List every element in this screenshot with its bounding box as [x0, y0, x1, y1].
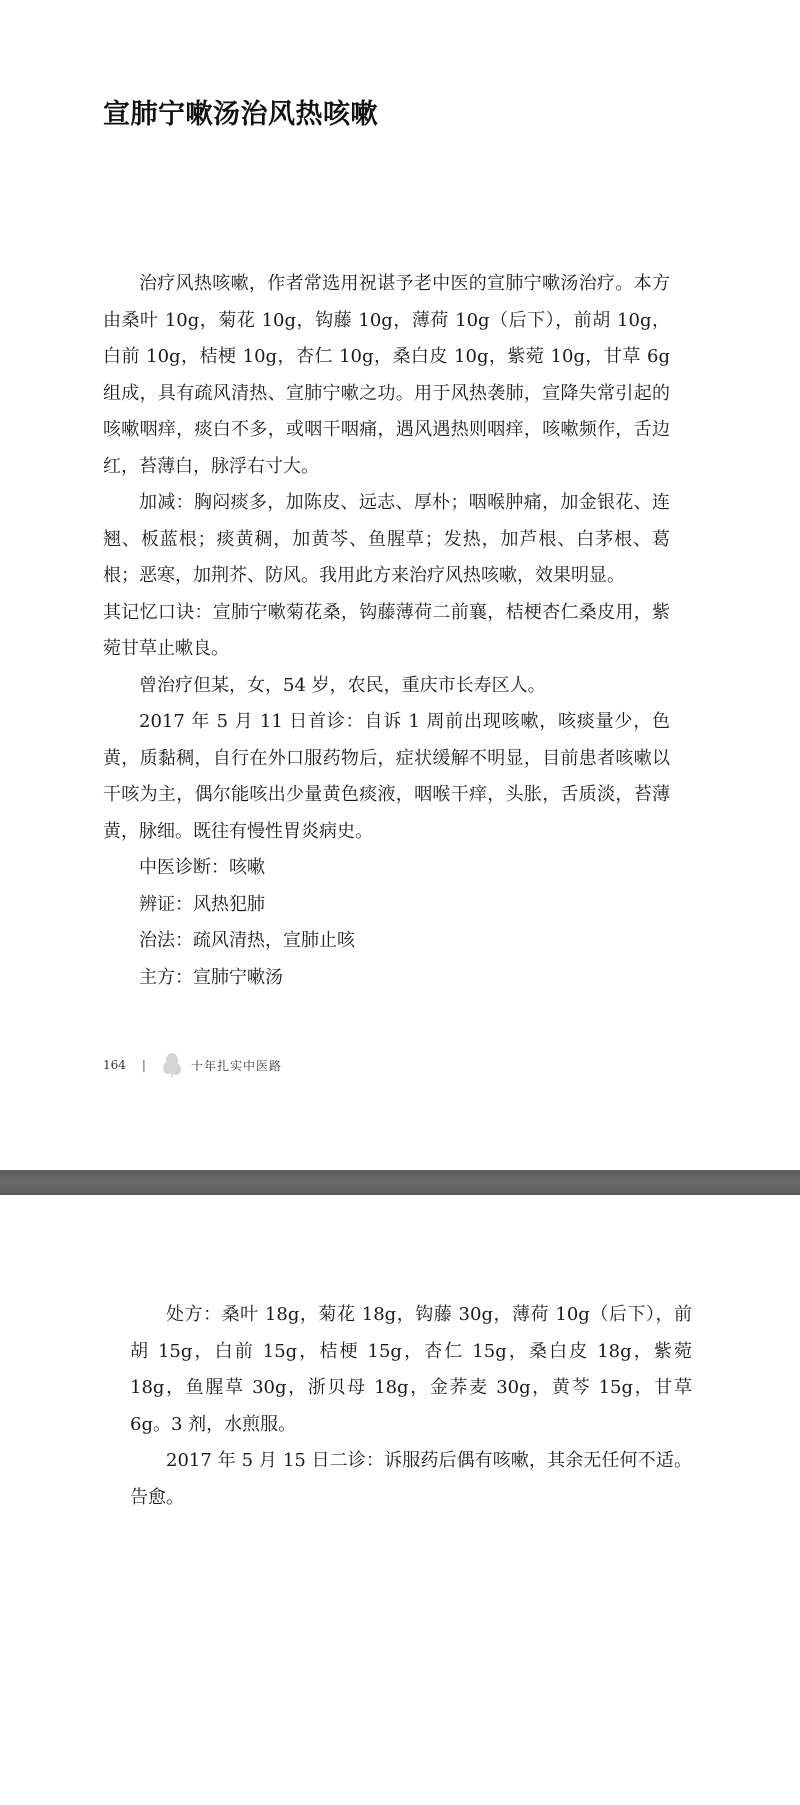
paragraph-intro: 治疗风热咳嗽，作者常选用祝谌予老中医的宣肺宁嗽汤治疗。本方由桑叶 10g，菊花 10g，钩藤 10g，薄荷 10g（后下），前胡 10g，白前 10g，桔梗 10g，杏仁 10g，桑白皮 10g，紫菀 10g，甘草 6g 组成，具有疏风清热、宣肺宁嗽之功。用于风热袭肺，宣降失常引起的咳嗽咽痒，痰白不多，或咽干咽痛，遇风遇热则咽痒，咳嗽频作，舌边红，苔薄白，脉浮右寸大。: [103, 273, 670, 477]
formula-line: 主方：宣肺宁嗽汤: [139, 966, 283, 988]
syndrome-line: 辨证：风热犯肺: [139, 893, 265, 915]
paragraph-first-visit: 2017 年 5 月 11 日首诊：自诉 1 周前出现咳嗽，咳痰量少，色黄，质黏稠，自行在外口服药物后，症状缓解不明显，目前患者咳嗽以干咳为主，偶尔能咳出少量黄色痰液，咽喉干痒，头胀，舌质淡，苔薄黄，脉细。既往有慢性胃炎病史。: [103, 711, 670, 842]
paragraph-prescription: 处方：桑叶 18g，菊花 18g，钩藤 30g，薄荷 10g（后下），前胡 15g，白前 15g，桔梗 15g，杏仁 15g，桑白皮 18g，紫菀 18g，鱼腥草 30g，浙贝母 18g，金荞麦 30g，黄芩 15g，甘草 6g。3 剂，水煎服。: [130, 1304, 692, 1435]
page-footer: [103, 1052, 282, 1078]
book-logo-icon: [162, 1052, 182, 1078]
treatment-line: 治法：疏风清热，宣肺止咳: [139, 930, 355, 951]
page-number: 164: [103, 1058, 126, 1072]
page-1-body: [103, 266, 670, 996]
paragraph-second-visit: 2017 年 5 月 15 日二诊：诉服药后偶有咳嗽，其余无任何不适。告愈。: [130, 1450, 692, 1508]
diagnosis-line: 中医诊断：咳嗽: [139, 857, 265, 878]
page-separator: [0, 1170, 800, 1195]
paragraph-case: 曾治疗但某，女，54 岁，农民，重庆市长寿区人。: [139, 674, 546, 696]
book-title: 十年扎实中医路: [190, 1058, 282, 1073]
footer-separator: |: [141, 1058, 146, 1072]
paragraph-modifications: 加减：胸闷痰多，加陈皮、远志、厚朴；咽喉肿痛，加金银花、连翘、板蓝根；痰黄稠，加黄芩、鱼腥草；发热，加芦根、白茅根、葛根；恶寒，加荆芥、防风。我用此方来治疗风热咳嗽，效果明显。: [103, 492, 670, 586]
page-title: 宣肺宁嗽汤治风热咳嗽: [103, 99, 378, 130]
page-2-body: [130, 1297, 692, 1516]
paragraph-mnemonic: 其记忆口诀：宣肺宁嗽菊花桑，钩藤薄荷二前襄，桔梗杏仁桑皮用，紫菀甘草止嗽良。: [103, 601, 670, 659]
